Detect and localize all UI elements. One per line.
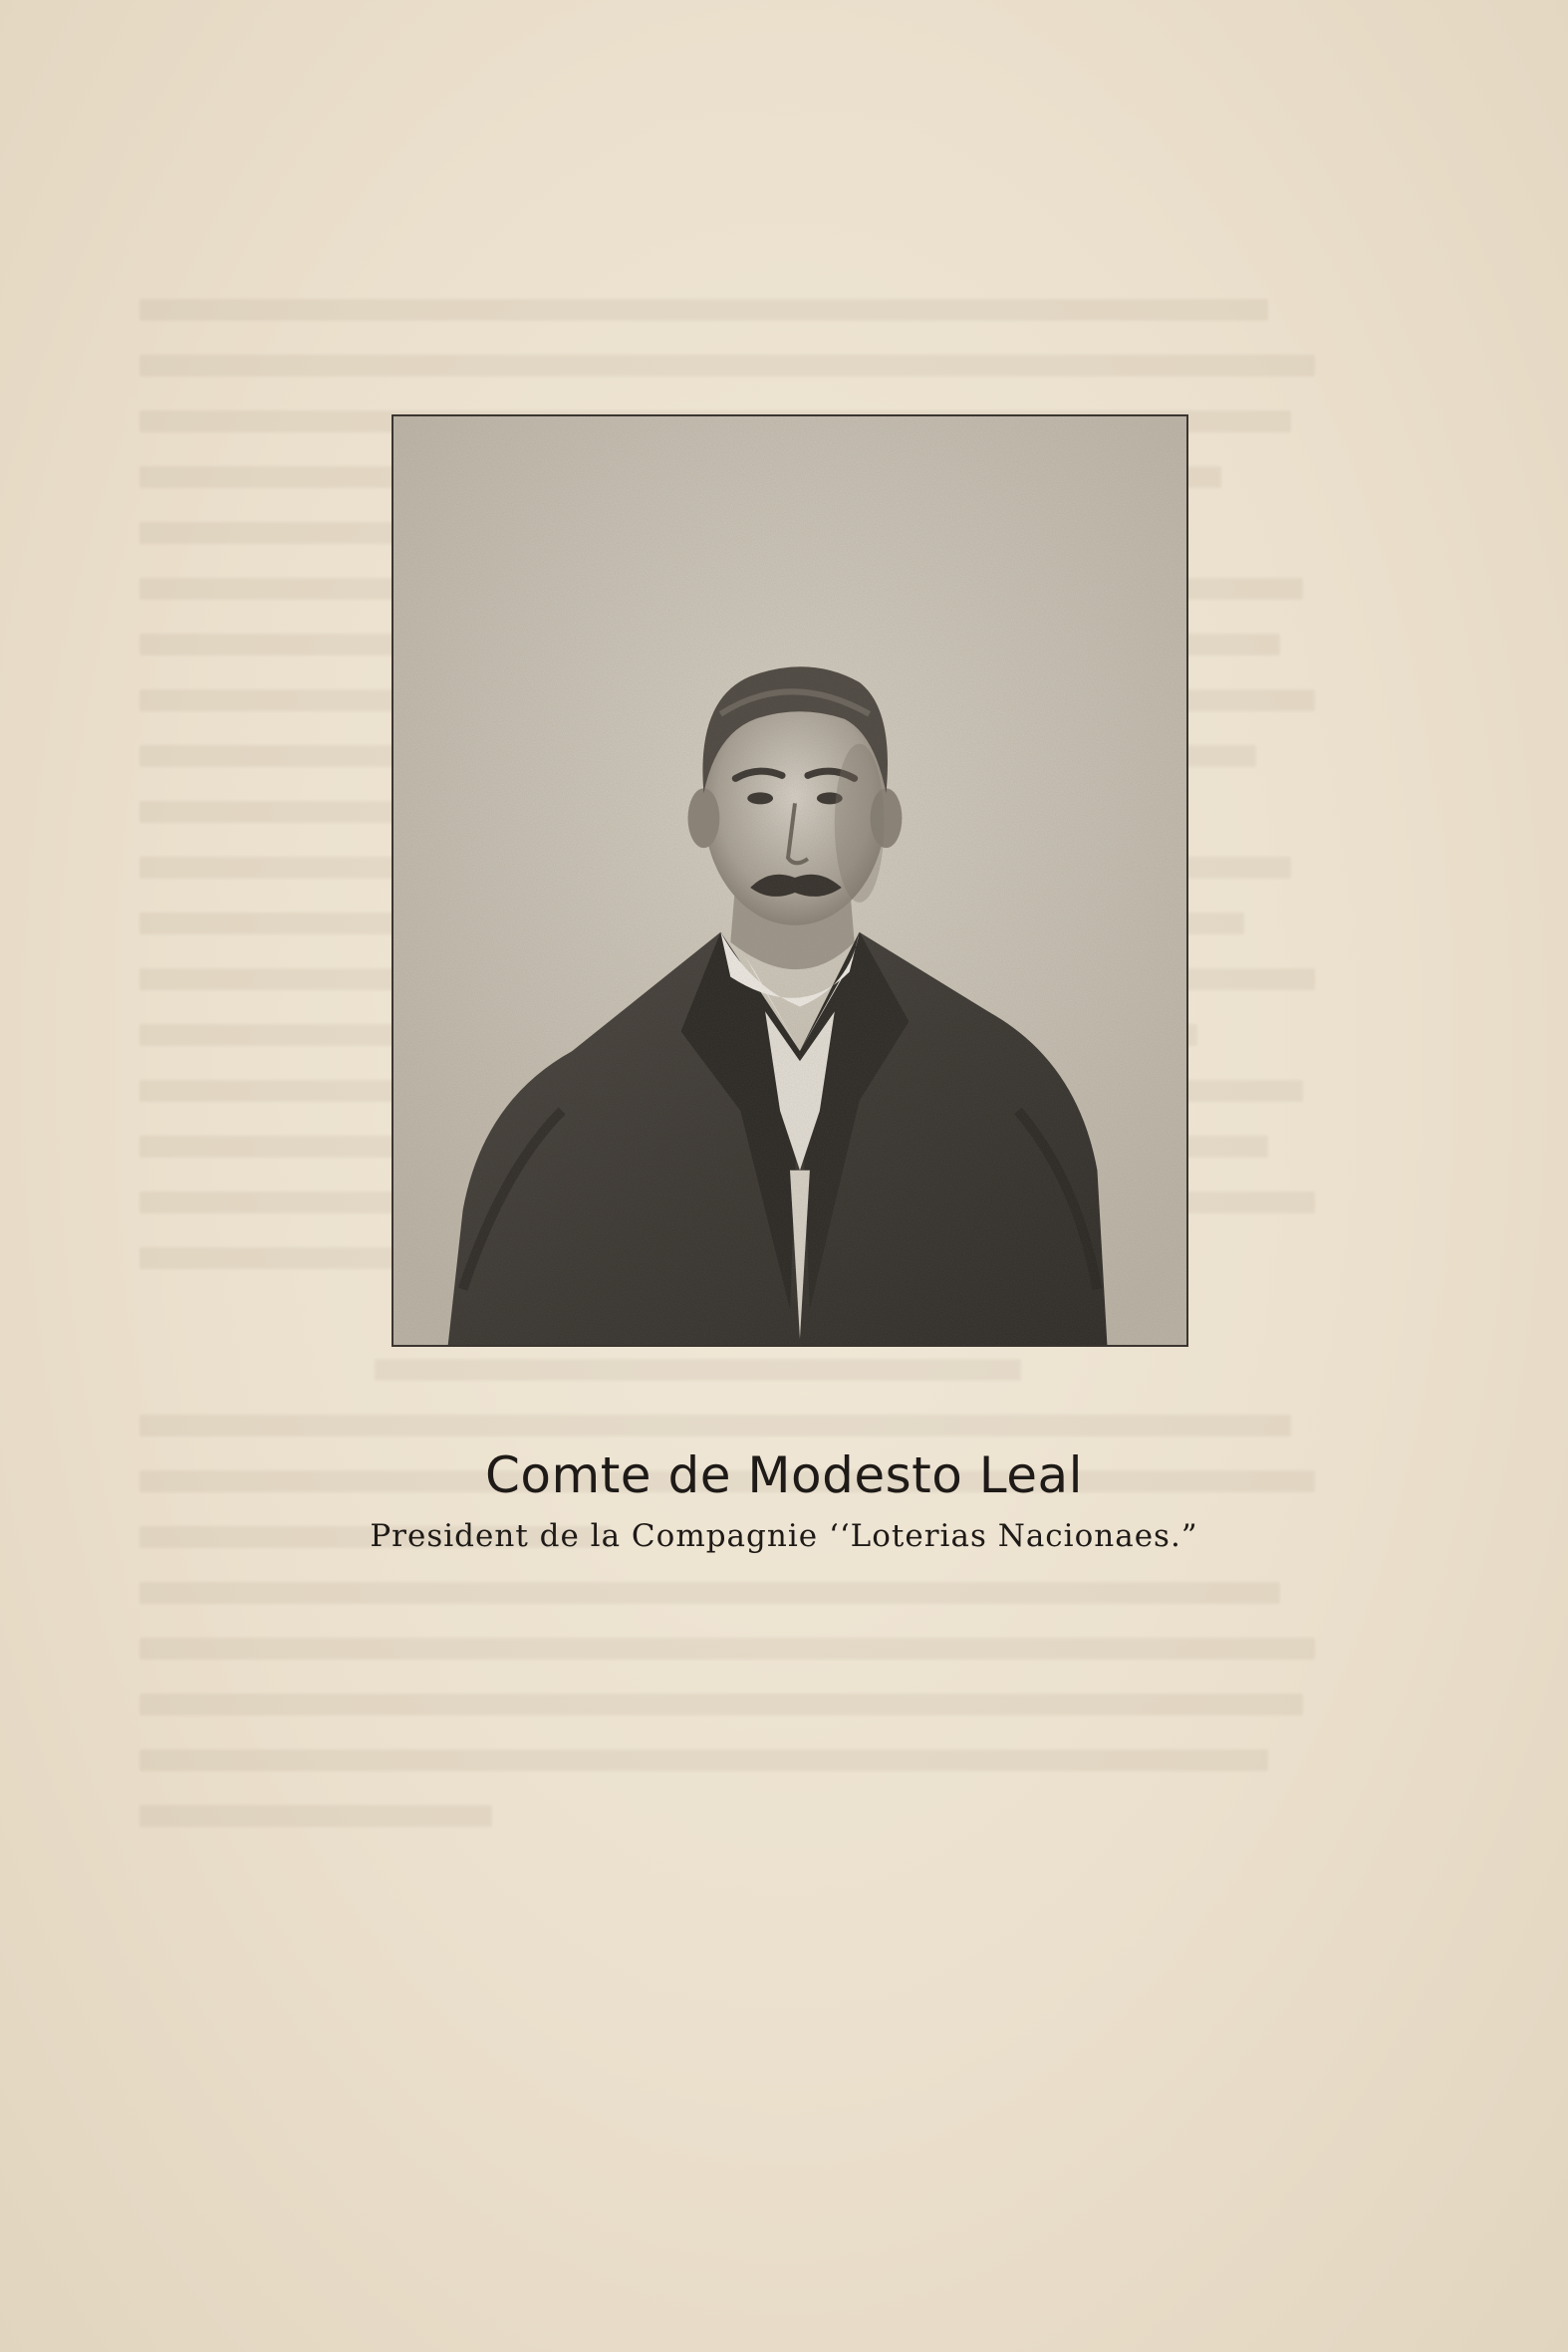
caption-title: Comte de Modesto Leal <box>484 1446 1083 1504</box>
portrait-photograph <box>392 414 1188 1347</box>
portrait-icon <box>393 416 1186 1345</box>
caption-subtitle: President de la Compagnie ‘‘Loterias Nacionaes.” <box>370 1518 1198 1554</box>
